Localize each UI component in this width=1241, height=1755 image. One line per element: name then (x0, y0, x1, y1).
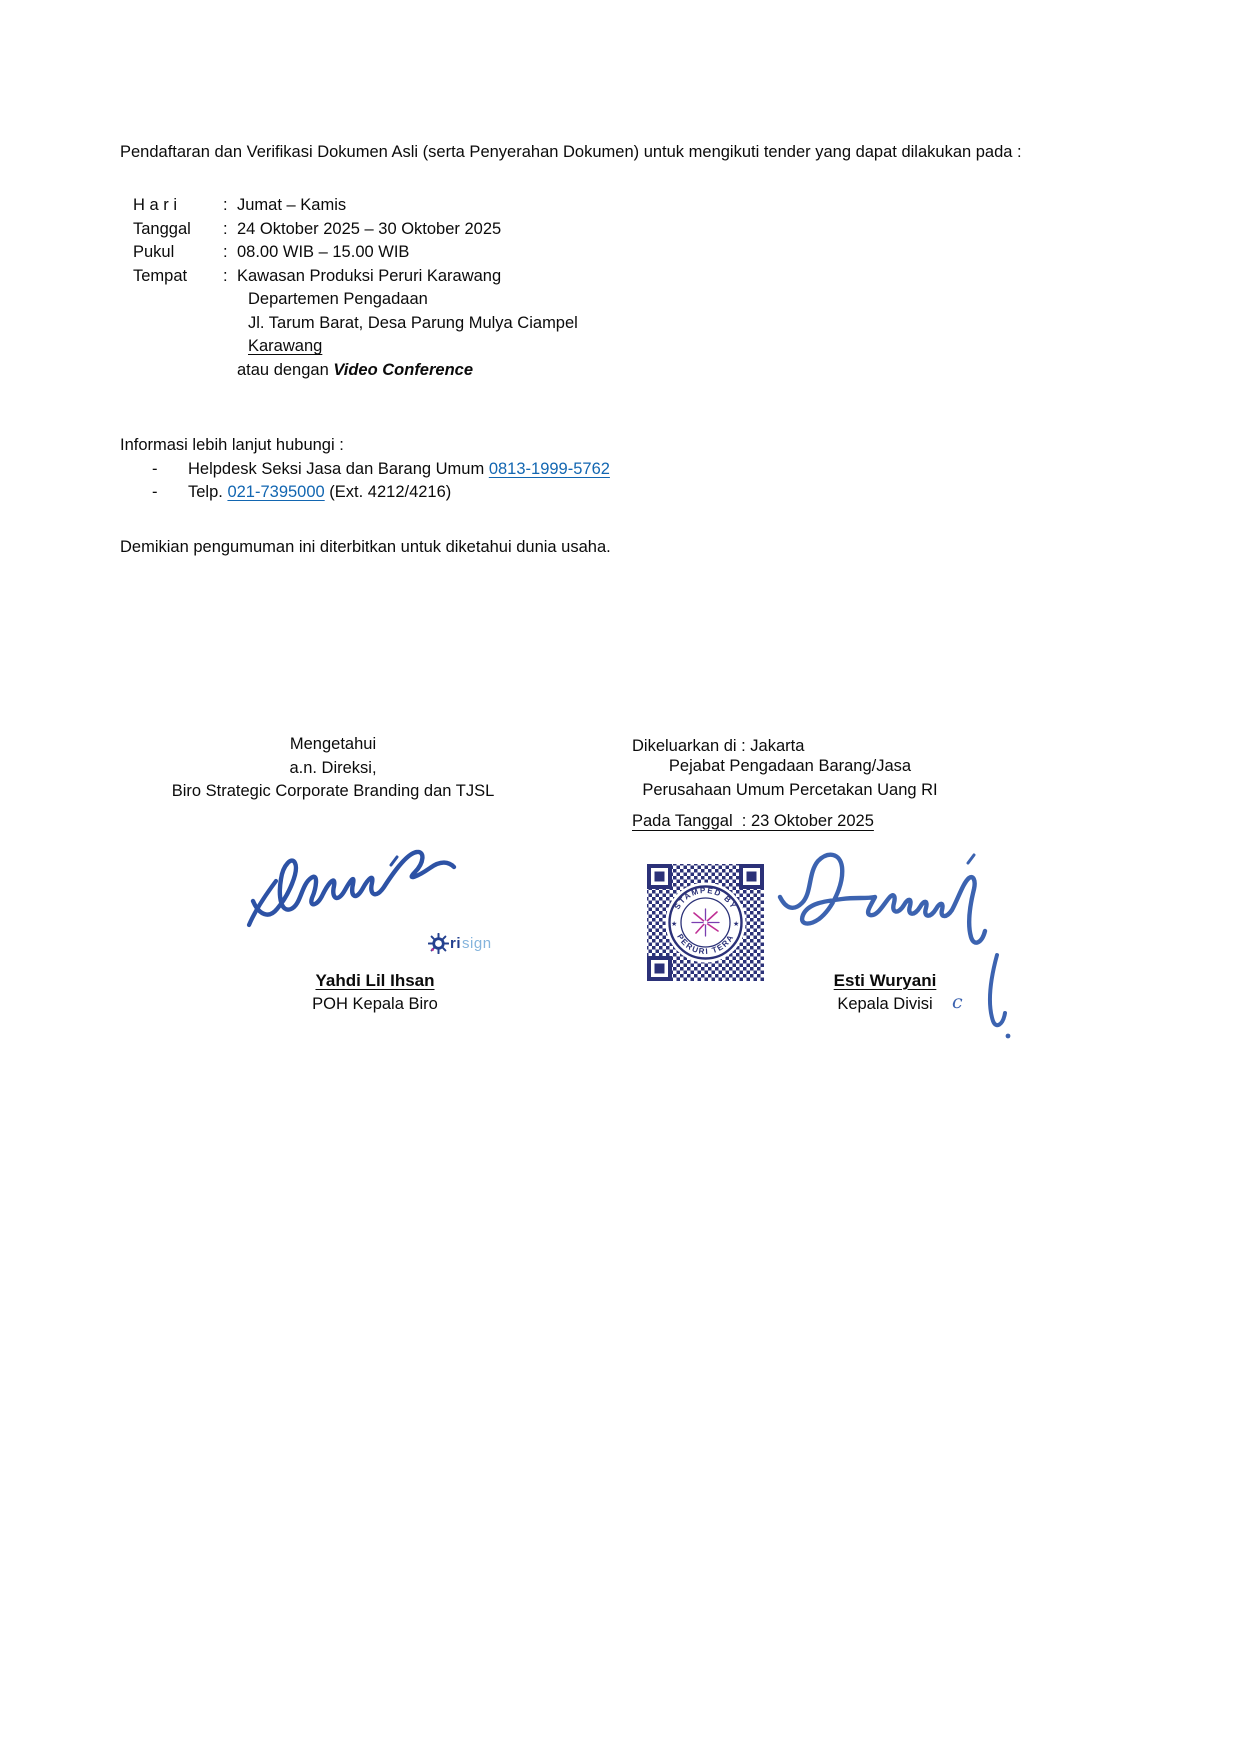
schedule-value: Jumat – Kamis (237, 196, 347, 214)
contact-suffix: (Ext. 4212/4216) (324, 483, 452, 501)
schedule-colon: : (223, 219, 228, 238)
peruri-tera-stamp (666, 883, 746, 963)
contact-prefix: Helpdesk Seksi Jasa dan Barang Umum (188, 459, 489, 478)
contact-block (120, 434, 610, 505)
venue-line-street: Jl. Tarum Barat, Desa Parung Mulya Ciampel (248, 313, 578, 332)
schedule-label: Tempat (133, 266, 188, 285)
schedule-block (133, 194, 578, 382)
dash-bullet: - (152, 483, 158, 501)
schedule-row-tempat (133, 265, 578, 289)
left-signatory-title: POH Kepala Biro (312, 994, 438, 1013)
dash-bullet: - (152, 459, 158, 478)
helpdesk-phone-link[interactable]: 0813-1999-5762 (488, 459, 610, 478)
handwritten-paraph: c (952, 991, 963, 1013)
schedule-row-pukul (133, 241, 578, 265)
venue-city-underlined: Karawang (248, 337, 323, 355)
stamp-text-bottom: PERURI TERA (675, 932, 736, 957)
stamp-star-left: ★ (671, 921, 678, 928)
contact-item-text (188, 481, 451, 505)
right-signatory-heading (600, 755, 980, 802)
orisign-brand-light: sign (462, 935, 492, 952)
contact-heading: Informasi lebih lanjut hubungi : (120, 436, 344, 454)
right-heading-line2: Perusahaan Umum Percetakan Uang RI (642, 780, 938, 799)
contact-item-helpdesk (120, 458, 610, 482)
schedule-colon: : (223, 266, 228, 285)
video-conference-emphasis: Video Conference (333, 360, 474, 379)
schedule-colon: : (223, 243, 228, 261)
schedule-row-hari (133, 194, 578, 218)
schedule-label: Tanggal (133, 219, 191, 238)
left-heading-line2: a.n. Direksi, (289, 758, 377, 777)
schedule-label: Pukul (133, 243, 175, 261)
stamp-text-top: STAMPED BY (672, 885, 739, 912)
schedule-value: Kawasan Produksi Peruri Karawang (237, 266, 502, 285)
left-heading-line1: Mengetahui (289, 735, 377, 753)
left-signatory-name: Yahdi Lil Ihsan (315, 971, 435, 990)
orisign-gear-icon (428, 933, 449, 954)
left-heading-line3: Biro Strategic Corporate Branding dan TJSL (171, 782, 495, 801)
schedule-row-tanggal (133, 218, 578, 242)
left-signatory-name-block (250, 969, 500, 1016)
contact-item-telp (120, 481, 610, 505)
closing-sentence: Demikian pengumuman ini diterbitkan untuk diketahui dunia usaha. (120, 538, 611, 556)
orisign-brand-bold: ri (450, 935, 462, 952)
right-heading-line1: Pejabat Pengadaan Barang/Jasa (668, 757, 912, 775)
contact-item-text (188, 458, 610, 482)
alt-prefix: atau dengan (237, 360, 334, 379)
office-phone-link[interactable]: 021-7395000 (227, 483, 325, 501)
issuance-date: Pada Tanggal : 23 Oktober 2025 (632, 812, 874, 830)
venue-line-city (133, 335, 578, 359)
orisign-logo (428, 933, 492, 954)
schedule-value: 24 Oktober 2025 – 30 Oktober 2025 (237, 219, 502, 238)
left-signature-ink (243, 841, 461, 937)
left-signatory-heading (117, 733, 549, 804)
issuance-place: Dikeluarkan di : Jakarta (632, 737, 805, 755)
venue-line-alternative (133, 359, 578, 383)
stamp-star-right: ★ (733, 921, 740, 928)
schedule-colon: : (223, 196, 228, 214)
intro-paragraph: Pendaftaran dan Verifikasi Dokumen Asli (serta Penyerahan Dokumen) untuk mengikuti tender yang dapat dilakukan pada : (120, 143, 1022, 161)
venue-line-departemen: Departemen Pengadaan (248, 290, 428, 308)
right-signatory-name: Esti Wuryani (833, 971, 937, 990)
schedule-label: H a r i (133, 196, 178, 214)
schedule-value: 08.00 WIB – 15.00 WIB (237, 243, 410, 261)
peruri-tera-qr-stamp (645, 862, 766, 983)
right-signatory-title: Kepala Divisi (837, 994, 933, 1013)
contact-prefix: Telp. (188, 483, 228, 501)
